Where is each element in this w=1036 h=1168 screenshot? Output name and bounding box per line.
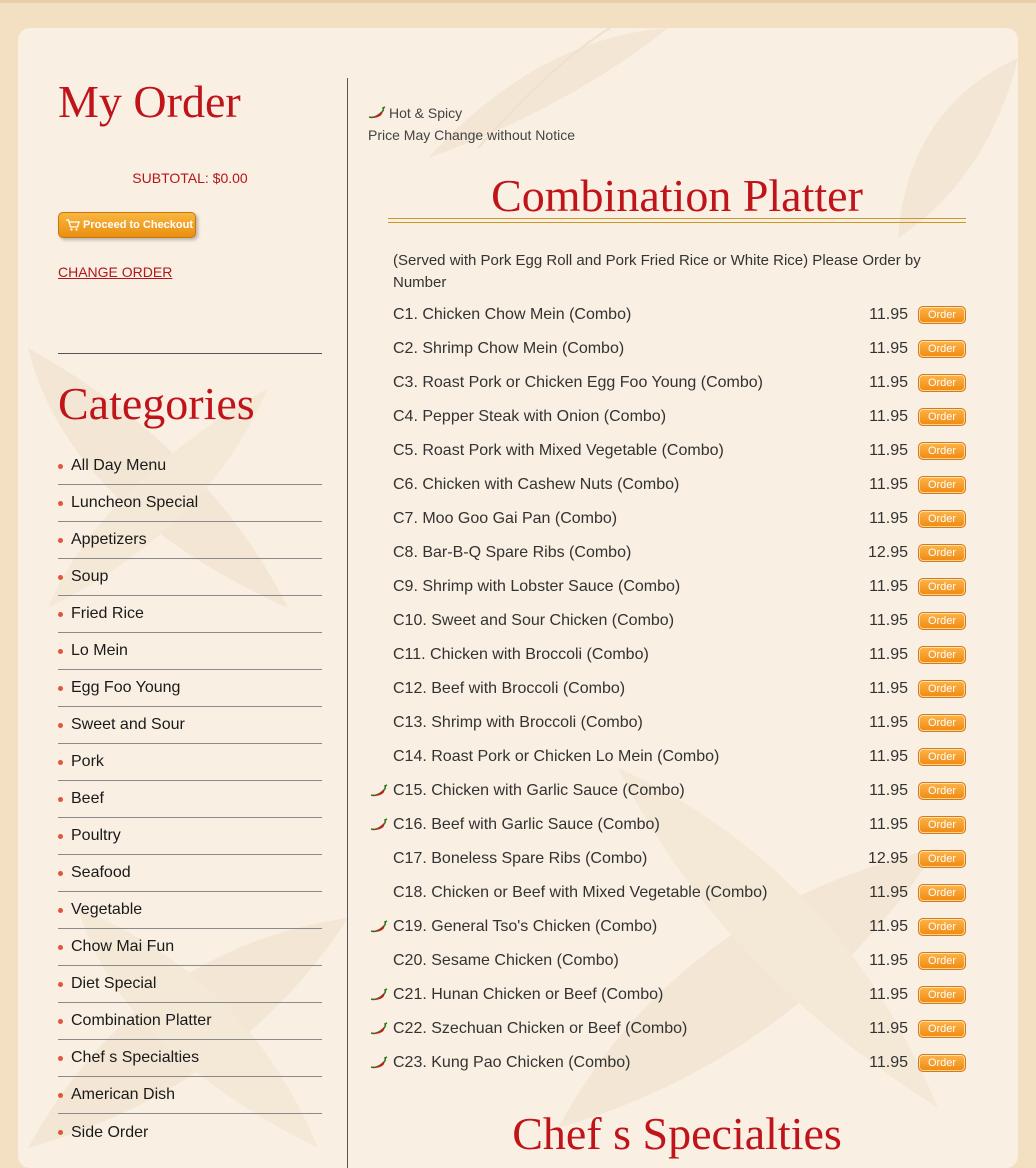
menu-item-price: 11.95 bbox=[869, 884, 908, 901]
menu-item-row bbox=[368, 740, 966, 774]
cart-icon bbox=[66, 219, 80, 231]
menu-item-row bbox=[368, 604, 966, 638]
menu-item-price: 12.95 bbox=[867, 544, 908, 561]
menu-item-name: C3. Roast Pork or Chicken Egg Foo Young (Combo) bbox=[393, 374, 763, 391]
menu-item-name: C2. Shrimp Chow Mein (Combo) bbox=[393, 340, 625, 357]
menu-item-price: 11.95 bbox=[869, 714, 908, 731]
menu-item-price: 11.95 bbox=[869, 918, 908, 935]
category-item[interactable] bbox=[58, 1040, 322, 1077]
order-button[interactable]: Order bbox=[918, 918, 966, 936]
order-button[interactable]: Order bbox=[918, 714, 966, 732]
order-button[interactable]: Order bbox=[918, 340, 966, 358]
menu-item-row bbox=[368, 672, 966, 706]
menu-item-name: C9. Shrimp with Lobster Sauce (Combo) bbox=[393, 578, 681, 595]
menu-item-name: C8. Bar-B-Q Spare Ribs (Combo) bbox=[393, 544, 632, 561]
menu-item-row bbox=[368, 400, 966, 434]
menu-item-price: 11.95 bbox=[869, 476, 908, 493]
proceed-to-checkout-button[interactable] bbox=[58, 212, 196, 238]
category-label: Chef s Specialties bbox=[71, 1049, 200, 1066]
bullet-icon bbox=[58, 649, 63, 654]
bullet-icon bbox=[58, 797, 63, 802]
chili-pepper-icon bbox=[370, 920, 388, 934]
menu-item-name: C6. Chicken with Cashew Nuts (Combo) bbox=[393, 476, 680, 493]
menu-item-row bbox=[368, 638, 966, 672]
bullet-icon bbox=[58, 1056, 63, 1061]
menu-item-name: C21. Hunan Chicken or Beef (Combo) bbox=[393, 986, 664, 1003]
category-item[interactable] bbox=[58, 707, 322, 744]
next-section-title: Chef s Specialties bbox=[512, 1108, 842, 1159]
order-button[interactable]: Order bbox=[918, 782, 966, 800]
menu-item-price: 11.95 bbox=[869, 612, 908, 629]
chili-pepper-icon bbox=[370, 1056, 388, 1070]
category-item[interactable] bbox=[58, 633, 322, 670]
category-item[interactable] bbox=[58, 781, 322, 818]
bullet-icon bbox=[58, 538, 63, 543]
menu-item-name: C16. Beef with Garlic Sauce (Combo) bbox=[393, 816, 660, 833]
menu-item-name: C14. Roast Pork or Chicken Lo Mein (Combo) bbox=[393, 748, 720, 765]
category-label: Appetizers bbox=[71, 531, 147, 548]
category-item[interactable] bbox=[58, 1077, 322, 1114]
menu-item-row bbox=[368, 332, 966, 366]
menu-item-price: 11.95 bbox=[869, 1020, 908, 1037]
category-item[interactable] bbox=[58, 596, 322, 633]
category-item[interactable] bbox=[58, 522, 322, 559]
bullet-icon bbox=[58, 612, 63, 617]
menu-item-price: 11.95 bbox=[869, 646, 908, 663]
menu-item-name: C20. Sesame Chicken (Combo) bbox=[393, 952, 619, 969]
order-button[interactable]: Order bbox=[918, 884, 966, 902]
order-button[interactable]: Order bbox=[918, 408, 966, 426]
bullet-icon bbox=[58, 723, 63, 728]
category-label: Seafood bbox=[71, 864, 131, 881]
category-item[interactable] bbox=[58, 670, 322, 707]
menu-item-row bbox=[368, 706, 966, 740]
order-button[interactable]: Order bbox=[918, 374, 966, 392]
legend bbox=[368, 102, 575, 146]
menu-item-name: C22. Szechuan Chicken or Beef (Combo) bbox=[393, 1020, 688, 1037]
chili-pepper-icon bbox=[370, 988, 388, 1002]
bullet-icon bbox=[58, 908, 63, 913]
category-label: American Dish bbox=[71, 1086, 176, 1103]
order-button[interactable]: Order bbox=[918, 646, 966, 664]
order-button[interactable]: Order bbox=[918, 306, 966, 324]
menu-item-row bbox=[368, 1046, 966, 1080]
category-label: Combination Platter bbox=[71, 1012, 212, 1029]
menu-item-price: 11.95 bbox=[869, 952, 908, 969]
category-item[interactable] bbox=[58, 744, 322, 781]
checkout-label: Proceed to Checkout bbox=[83, 219, 194, 231]
menu-item-price: 11.95 bbox=[869, 986, 908, 1003]
order-button[interactable]: Order bbox=[918, 612, 966, 630]
menu-item-name: C15. Chicken with Garlic Sauce (Combo) bbox=[393, 782, 685, 799]
menu-item-price: 11.95 bbox=[869, 680, 908, 697]
category-item[interactable] bbox=[58, 855, 322, 892]
categories-title: Categories bbox=[58, 378, 255, 429]
menu-item-name: C10. Sweet and Sour Chicken (Combo) bbox=[393, 612, 675, 629]
menu-item-price: 11.95 bbox=[869, 1054, 908, 1071]
menu-item-row bbox=[368, 876, 966, 910]
category-label: All Day Menu bbox=[71, 457, 167, 474]
bullet-icon bbox=[58, 1019, 63, 1024]
menu-item-price: 11.95 bbox=[869, 510, 908, 527]
sidebar-divider bbox=[58, 353, 322, 354]
menu-item-name: C23. Kung Pao Chicken (Combo) bbox=[393, 1054, 631, 1071]
bullet-icon bbox=[58, 945, 63, 950]
menu-item-row bbox=[368, 298, 966, 332]
category-label: Luncheon Special bbox=[71, 494, 199, 511]
menu-item-row bbox=[368, 502, 966, 536]
chili-pepper-icon bbox=[370, 1022, 388, 1036]
order-button[interactable]: Order bbox=[918, 578, 966, 596]
category-label: Pork bbox=[71, 753, 104, 770]
section-note: (Served with Pork Egg Roll and Pork Fried Rice or White Rice) Please Order by Number bbox=[393, 252, 921, 291]
order-button[interactable]: Order bbox=[918, 986, 966, 1004]
order-button[interactable]: Order bbox=[918, 816, 966, 834]
category-label: Vegetable bbox=[71, 901, 143, 918]
bullet-icon bbox=[58, 982, 63, 987]
order-button[interactable]: Order bbox=[918, 952, 966, 970]
order-button[interactable]: Order bbox=[918, 1020, 966, 1038]
bullet-icon bbox=[58, 834, 63, 839]
order-button[interactable]: Order bbox=[918, 510, 966, 528]
category-item[interactable] bbox=[58, 966, 322, 1003]
menu-item-name: C1. Chicken Chow Mein (Combo) bbox=[393, 306, 632, 323]
price-note: Price May Change without Notice bbox=[368, 127, 575, 143]
category-label: Sweet and Sour bbox=[71, 716, 185, 733]
hot-spicy-label: Hot & Spicy bbox=[389, 105, 463, 121]
top-strip bbox=[0, 0, 1036, 3]
menu-item-name: C5. Roast Pork with Mixed Vegetable (Combo) bbox=[393, 442, 724, 459]
category-item[interactable] bbox=[58, 1114, 322, 1151]
title-rule bbox=[388, 218, 966, 223]
menu-item-price: 11.95 bbox=[869, 816, 908, 833]
menu-item-price: 11.95 bbox=[869, 408, 908, 425]
category-item[interactable] bbox=[58, 929, 322, 966]
menu-item-price: 11.95 bbox=[869, 578, 908, 595]
category-item[interactable] bbox=[58, 448, 322, 485]
section-title: Combination Platter bbox=[491, 170, 863, 221]
category-label: Chow Mai Fun bbox=[71, 938, 175, 955]
chili-pepper-icon bbox=[368, 106, 386, 120]
bullet-icon bbox=[58, 575, 63, 580]
menu-item-row bbox=[368, 468, 966, 502]
menu-item-name: C19. General Tso's Chicken (Combo) bbox=[393, 918, 658, 935]
menu-item-name: C4. Pepper Steak with Onion (Combo) bbox=[393, 408, 667, 425]
order-button[interactable]: Order bbox=[918, 850, 966, 868]
menu-item-price: 11.95 bbox=[869, 306, 908, 323]
order-button[interactable]: Order bbox=[918, 544, 966, 562]
menu-item-price: 12.95 bbox=[867, 850, 908, 867]
order-button[interactable]: Order bbox=[918, 476, 966, 494]
subtotal: SUBTOTAL: $0.00 bbox=[132, 170, 248, 186]
category-label: Egg Foo Young bbox=[71, 679, 181, 696]
menu-item-row bbox=[368, 366, 966, 400]
menu-item-name: C12. Beef with Broccoli (Combo) bbox=[393, 680, 626, 697]
menu-item-name: C11. Chicken with Broccoli (Combo) bbox=[393, 646, 649, 663]
category-label: Poultry bbox=[71, 827, 121, 844]
menu-item-price: 11.95 bbox=[869, 442, 908, 459]
menu-item-price: 11.95 bbox=[869, 340, 908, 357]
category-item[interactable] bbox=[58, 1003, 322, 1040]
order-button[interactable]: Order bbox=[918, 680, 966, 698]
chili-pepper-icon bbox=[370, 784, 388, 798]
menu-item-row bbox=[368, 774, 966, 808]
leaf-decoration-icon bbox=[418, 28, 678, 168]
category-label: Soup bbox=[71, 568, 109, 585]
bullet-icon bbox=[58, 1093, 63, 1098]
category-label: Side Order bbox=[71, 1123, 149, 1141]
category-label: Diet Special bbox=[71, 975, 157, 992]
category-item[interactable] bbox=[58, 892, 322, 929]
menu-item-price: 11.95 bbox=[869, 782, 908, 799]
bullet-icon bbox=[58, 1130, 63, 1135]
chili-pepper-icon bbox=[370, 818, 388, 832]
category-item[interactable] bbox=[58, 485, 322, 522]
category-label: Lo Mein bbox=[71, 642, 128, 659]
change-order-link[interactable]: CHANGE ORDER bbox=[58, 264, 173, 280]
menu-item-name: C17. Boneless Spare Ribs (Combo) bbox=[393, 850, 648, 867]
menu-item-row bbox=[368, 808, 966, 842]
menu-item-name: C7. Moo Goo Gai Pan (Combo) bbox=[393, 510, 618, 527]
menu-item-row bbox=[368, 434, 966, 468]
category-label: Fried Rice bbox=[71, 605, 144, 622]
column-divider bbox=[347, 78, 348, 1168]
my-order-title: My Order bbox=[58, 76, 241, 127]
menu-item-row bbox=[368, 910, 966, 944]
menu-item-row bbox=[368, 944, 966, 978]
menu-item-price: 11.95 bbox=[869, 374, 908, 391]
category-label: Beef bbox=[71, 790, 104, 807]
menu-item-name: C13. Shrimp with Broccoli (Combo) bbox=[393, 714, 643, 731]
menu-item-row bbox=[368, 570, 966, 604]
bullet-icon bbox=[58, 686, 63, 691]
order-button[interactable]: Order bbox=[918, 1054, 966, 1072]
menu-card bbox=[18, 28, 1018, 1168]
menu-item-row bbox=[368, 536, 966, 570]
menu-item-row bbox=[368, 842, 966, 876]
bullet-icon bbox=[58, 464, 63, 469]
menu-item-row bbox=[368, 978, 966, 1012]
menu-item-row bbox=[368, 1012, 966, 1046]
category-list bbox=[58, 448, 322, 1151]
order-button[interactable]: Order bbox=[918, 442, 966, 460]
menu-item-price: 11.95 bbox=[869, 748, 908, 765]
bullet-icon bbox=[58, 501, 63, 506]
category-item[interactable] bbox=[58, 818, 322, 855]
menu-item-name: C18. Chicken or Beef with Mixed Vegetable (Combo) bbox=[393, 884, 768, 901]
bullet-icon bbox=[58, 871, 63, 876]
category-item[interactable] bbox=[58, 559, 322, 596]
menu-item-list bbox=[368, 298, 966, 1080]
bullet-icon bbox=[58, 760, 63, 765]
order-button[interactable]: Order bbox=[918, 748, 966, 766]
